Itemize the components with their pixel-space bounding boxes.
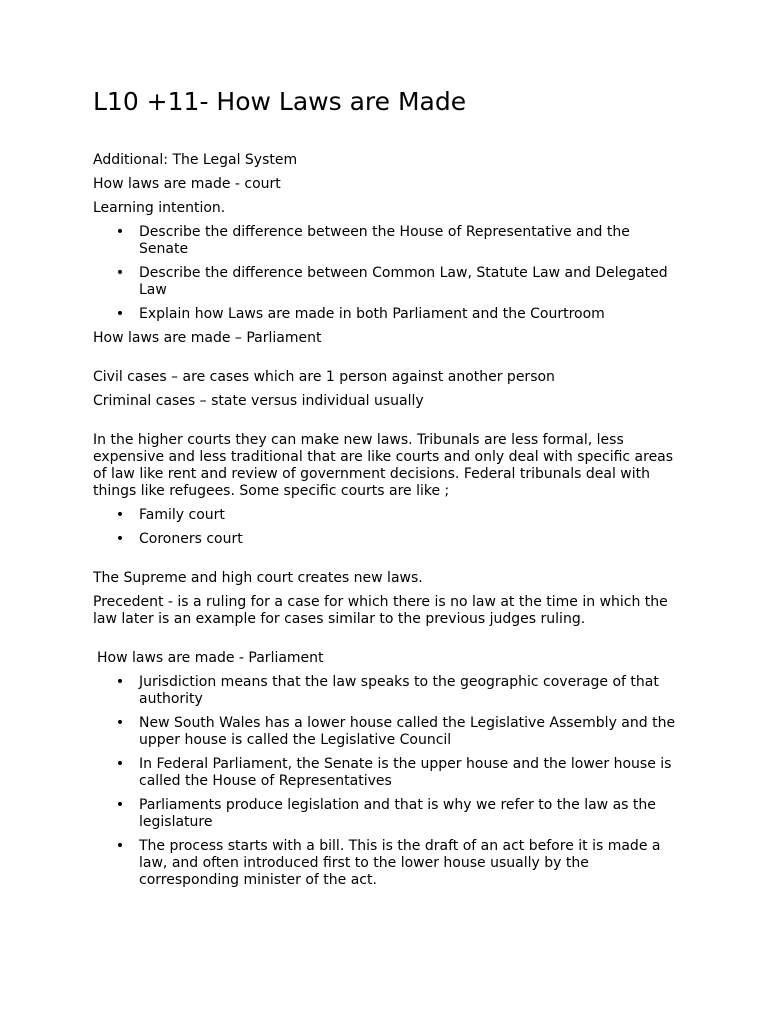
list-item: [93, 674, 683, 708]
list-item: [93, 306, 683, 323]
list-item-text: New South Wales has a lower house called the Legislative Assembly and the upper house is called the Legislative Council: [139, 715, 676, 748]
civil-cases-text: Civil cases – are cases which are 1 person against another person: [93, 369, 555, 385]
list-item-text: Family court: [139, 507, 225, 523]
list-item-text: Describe the difference between Common Law, Statute Law and Delegated Law: [139, 265, 668, 298]
list-item: [93, 507, 683, 524]
bullet-icon: •: [115, 674, 125, 690]
list-item-text: Describe the difference between the House of Representative and the Senate: [139, 224, 630, 257]
bullet-icon: •: [115, 797, 125, 813]
document-title: L10 +11- How Laws are Made: [93, 87, 467, 116]
list-item-text: Coroners court: [139, 531, 243, 547]
list-item: [93, 756, 683, 790]
bullet-icon: •: [115, 507, 125, 523]
parliament-list: [93, 674, 683, 889]
list-item: [93, 265, 683, 299]
document-body: [93, 152, 683, 896]
supreme-court-text: The Supreme and high court creates new laws.: [93, 570, 423, 586]
learning-intention-label: Learning intention.: [93, 200, 226, 216]
court-types-list: [93, 507, 683, 548]
section-additional: Additional: The Legal System: [93, 152, 298, 168]
list-item-text: In Federal Parliament, the Senate is the upper house and the lower house is called the House of Representatives: [139, 756, 672, 789]
list-item-text: The process starts with a bill. This is the draft of an act before it is made a law, and often introduced first to the lower house usually by the corresponding minister of the act.: [139, 838, 661, 888]
bullet-icon: •: [115, 265, 125, 281]
list-item: [93, 531, 683, 548]
heading-court: How laws are made - court: [93, 176, 281, 192]
bullet-icon: •: [115, 531, 125, 547]
learning-intention-list: [93, 224, 683, 323]
list-item: [93, 797, 683, 831]
higher-courts-paragraph: In the higher courts they can make new laws. Tribunals are less formal, less expensive and less traditional that are like courts and only deal with specific areas of law like rent and review of government decisions. Federal tribunals deal with things like refugees. Some specific courts are like ;: [93, 432, 674, 499]
bullet-icon: •: [115, 306, 125, 322]
list-item-text: Jurisdiction means that the law speaks to the geographic coverage of that authority: [139, 674, 659, 707]
heading-parliament: How laws are made – Parliament: [93, 330, 322, 346]
heading-parliament-2: How laws are made - Parliament: [97, 650, 324, 666]
list-item: [93, 224, 683, 258]
precedent-text: Precedent - is a ruling for a case for which there is no law at the time in which the law later is an example for cases similar to the previous judges ruling.: [93, 594, 668, 627]
bullet-icon: •: [115, 756, 125, 772]
list-item: [93, 838, 683, 889]
list-item-text: Parliaments produce legislation and that is why we refer to the law as the legislature: [139, 797, 656, 830]
list-item-text: Explain how Laws are made in both Parliament and the Courtroom: [139, 306, 605, 322]
bullet-icon: •: [115, 224, 125, 240]
criminal-cases-text: Criminal cases – state versus individual usually: [93, 393, 424, 409]
bullet-icon: •: [115, 838, 125, 854]
list-item: [93, 715, 683, 749]
bullet-icon: •: [115, 715, 125, 731]
